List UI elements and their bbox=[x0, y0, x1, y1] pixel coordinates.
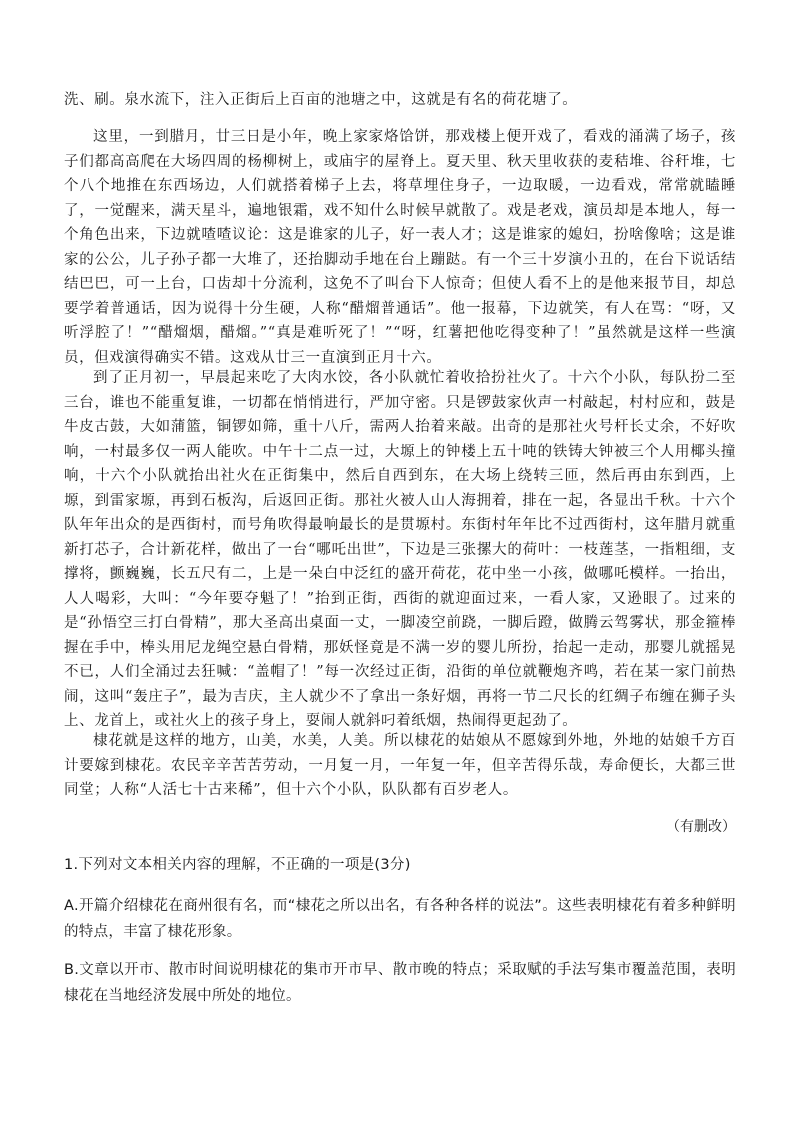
passage-paragraph-1: 这里，一到腊月，廿三日是小年，晚上家家烙饸饼，那戏楼上便开戏了，看戏的涌满了场子，孩子们都高高爬在大场四周的杨柳树上，或庙宇的屋脊上。夏天里、秋天里收获的麦秸堆、谷秆堆，七个八个地推在东西场边，人们就搭着梯子上去，将草埋住身子，一边取暖，一边看戏，常常就瞌睡了，一觉醒来，满天星斗，遍地银霜，戏不知什么时候早就散了。戏是老戏，演员却是本地人，每一个角色出来，下边就喳喳议论：这是谁家的儿子，好一表人才；这是谁家的媳妇，扮啥像啥；这是谁家的公公，儿子孙子都一大堆了，还抬脚动手地在台上蹦跶。有一个三十岁演小丑的，在台下说话结结巴巴，可一上台，口齿却十分流利，这免不了叫台下人惊奇；但使人看不上的是他来报节目，却总要学着普通话，因为说得十分生硬，人称“醋熘普通话”。他一报幕，下边就笑，有人在骂：“呀，又听浮腔了！”“醋熘烟，醋熘。”“真是难听死了！”“呀，红薯把他吃得变种了！”虽然就是这样一些演员，但戏演得确实不错。这戏从廿三一直演到正月十六。 bbox=[64, 129, 736, 366]
option-b: B.文章以开市、散市时间说明棣花的集市开市早、散市晚的特点；采取赋的手法写集市覆盖范围，表明棣花在当地经济发展中所处的地位。 bbox=[64, 962, 736, 1004]
passage-paragraph-3: 棣花就是这样的地方，山美，水美，人美。所以棣花的姑娘从不愿嫁到外地，外地的姑娘千方百计要嫁到棣花。农民辛辛苦苦劳动，一月复一月，一年复一年，但辛苦得乐哉，寿命便长，大都三世同堂；人称“人活七十古来稀”，但十六个小队，队队都有百岁老人。 bbox=[64, 733, 736, 798]
question-stem: 1.下列对文本相关内容的理解，不正确的一项是(3分) bbox=[64, 857, 411, 873]
source-note: （有删改） bbox=[666, 819, 736, 835]
passage-paragraph-2: 到了正月初一，早晨起来吃了大肉水饺，各小队就忙着收拾扮社火了。十六个小队，每队扮二至三台，谁也不能重复谁，一切都在悄悄进行，严加守密。只是锣鼓家伙声一村敲起，村村应和，鼓是牛皮古鼓，大如蒲篮，铜锣如筛，重十八斤，需两人抬着来敲。出奇的是那社火号杆长丈余，不好吹响，一村最多仅一两人能吹。中午十二点一过，大塬上的钟楼上五十吨的铁铸大钟被三个人用椰头撞响，十六个小队就抬出社火在正街集中，然后自西到东，在大场上绕转三匝，然后再由东到西，上塬，到雷家塬，再到石板沟，后返回正街。那社火被人山人海拥着，排在一起，各显出千秋。十六个队年年出众的是西街村，而号角吹得最响最长的是贯塬村。东街村年年比不过西街村，这年腊月就重新打芯子，合计新花样，做出了一台“哪吒出世”，下边是三张摞大的荷叶：一枝莲茎，一指粗细，支撑将，颤巍巍，长五尺有二，上是一朵白中泛红的盛开荷花，花中坐一小孩，做哪吒模样。一抬出，人人喝彩，大叫：“今年要夺魁了！”抬到正街，西街的就迎面过来，一看人家，又逊眼了。过来的是“孙悟空三打白骨精”，那大圣高出桌面一丈，一脚凌空前跷，一脚后蹬，做腾云驾雾状，那金箍棒握在手中，棒头用尼龙绳空悬白骨精，那妖怪竟是不满一岁的婴儿所扮，抬起一走动，那婴儿就摇晃不已，人们全涌过去狂喊：“盖帽了！”每一次经过正街，沿街的单位就鞭炮齐鸣，若在某一家门前热闹，这叫“轰庄子”，最为吉庆，主人就少不了拿出一条好烟，再将一节二尺长的红绸子布缠在狮子头上、龙首上，或社火上的孩子身上，耍闹人就斜叼着纸烟，热闹得更起劲了。 bbox=[64, 370, 736, 729]
passage-paragraph-0: 洗、刷。泉水流下，注入正街后上百亩的池塘之中，这就是有名的荷花塘了。 bbox=[64, 92, 578, 108]
option-a: A.开篇介绍棣花在商州很有名，而“棣花之所以出名，有各种各样的说法”。这些表明棣花有着多种鲜明的特点，丰富了棣花形象。 bbox=[64, 898, 736, 940]
